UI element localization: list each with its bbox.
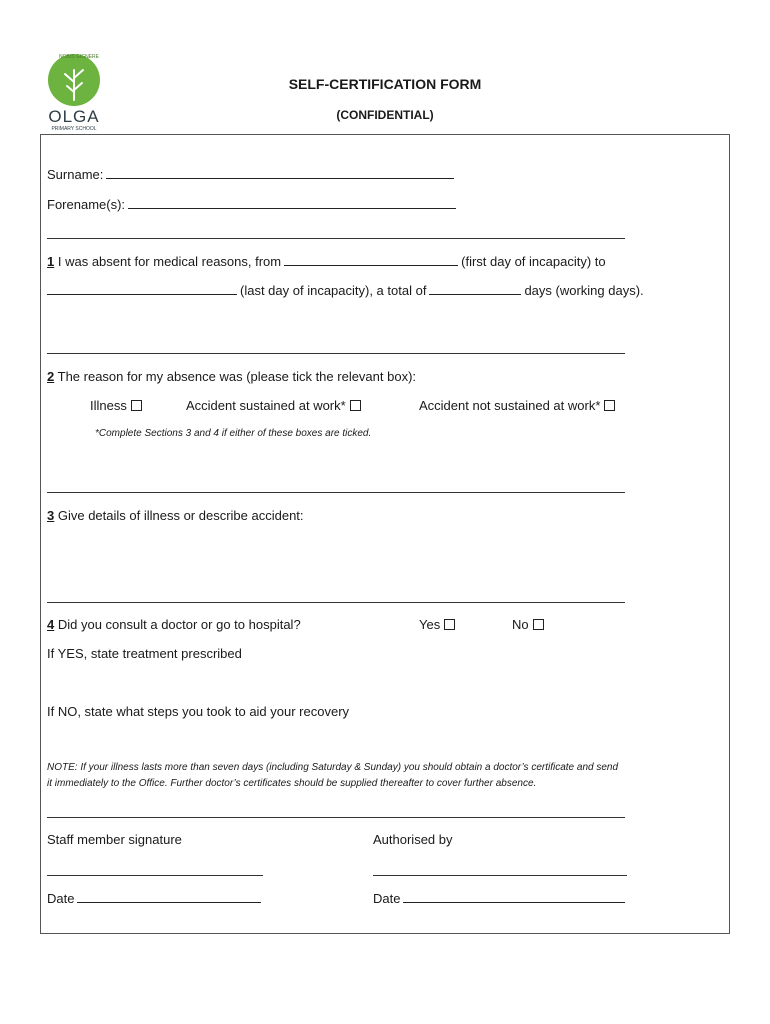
section1-text-b: (first day of incapacity) to bbox=[461, 254, 606, 269]
authorised-by-label: Authorised by bbox=[373, 832, 453, 847]
form-subtitle: (CONFIDENTIAL) bbox=[336, 108, 434, 122]
no-checkbox[interactable] bbox=[533, 619, 544, 630]
section1-line2 bbox=[47, 282, 644, 299]
option-no bbox=[512, 617, 544, 633]
option-accident-not-work bbox=[419, 398, 615, 414]
total-days-field[interactable] bbox=[429, 282, 521, 295]
option-no-label: No bbox=[512, 617, 529, 632]
section1-text-d: days (working days). bbox=[524, 283, 644, 298]
staff-signature-label: Staff member signature bbox=[47, 832, 182, 847]
accident-work-checkbox[interactable] bbox=[350, 400, 361, 411]
form-title: SELF-CERTIFICATION FORM bbox=[288, 76, 482, 92]
section2-number: 2 bbox=[47, 369, 55, 384]
forename-row bbox=[47, 196, 459, 213]
section1-line1 bbox=[47, 253, 606, 270]
option-yes bbox=[419, 617, 455, 633]
date-left-label: Date bbox=[47, 891, 75, 906]
surname-label: Surname: bbox=[47, 167, 104, 182]
if-no-text: If NO, state what steps you took to aid your recovery bbox=[47, 704, 350, 719]
date-right-field[interactable] bbox=[403, 890, 625, 903]
last-day-field[interactable] bbox=[47, 282, 237, 295]
section4-line bbox=[47, 617, 301, 633]
logo-subtitle: PRIMARY SCHOOL bbox=[51, 126, 97, 132]
option-accident-not-work-label: Accident not sustained at work* bbox=[419, 398, 601, 413]
illness-checkbox[interactable] bbox=[131, 400, 142, 411]
option-accident-work bbox=[186, 398, 361, 414]
date-left-row bbox=[47, 890, 264, 907]
forename-label: Forename(s): bbox=[47, 197, 126, 212]
divider bbox=[47, 817, 625, 818]
logo-name: OLGA bbox=[48, 107, 100, 126]
divider bbox=[47, 492, 625, 493]
forename-field[interactable] bbox=[128, 196, 456, 209]
section1-text-a: I was absent for medical reasons, from bbox=[57, 254, 282, 269]
option-illness-label: Illness bbox=[90, 398, 127, 413]
section2-line bbox=[47, 369, 416, 385]
yes-checkbox[interactable] bbox=[444, 619, 455, 630]
section1-text-c: (last day of incapacity), a total of bbox=[240, 283, 427, 298]
if-yes-text: If YES, state treatment prescribed bbox=[47, 646, 242, 661]
section2-text: The reason for my absence was (please tick the relevant box): bbox=[57, 369, 417, 384]
date-right-row bbox=[373, 890, 628, 907]
accident-not-work-checkbox[interactable] bbox=[604, 400, 615, 411]
logo-arc-text: NOBIS GIGNERE bbox=[58, 54, 100, 60]
staff-signature-field[interactable] bbox=[47, 875, 263, 876]
section1-number: 1 bbox=[47, 254, 55, 269]
authorised-signature-field[interactable] bbox=[373, 875, 627, 876]
section2-footnote: *Complete Sections 3 and 4 if either of these boxes are ticked. bbox=[95, 428, 372, 439]
option-yes-label: Yes bbox=[419, 617, 441, 632]
divider bbox=[47, 353, 625, 354]
note-line1: NOTE: If your illness lasts more than seven days (including Saturday & Sunday) you should obtain a doctor’s certificate and send bbox=[47, 762, 619, 773]
surname-field[interactable] bbox=[106, 166, 454, 179]
section3-line bbox=[47, 508, 304, 524]
divider bbox=[47, 602, 625, 603]
date-right-label: Date bbox=[373, 891, 401, 906]
section4-number: 4 bbox=[47, 617, 55, 632]
date-left-field[interactable] bbox=[77, 890, 261, 903]
section3-text: Give details of illness or describe accident: bbox=[57, 508, 304, 523]
divider bbox=[47, 238, 625, 239]
surname-row bbox=[47, 166, 457, 183]
note-line2: it immediately to the Office. Further doctor’s certificates should be supplied thereafter to cover further absence. bbox=[47, 778, 537, 789]
option-accident-work-label: Accident sustained at work* bbox=[186, 398, 346, 413]
section3-number: 3 bbox=[47, 508, 55, 523]
option-illness bbox=[90, 398, 142, 414]
section4-text: Did you consult a doctor or go to hospital? bbox=[57, 617, 301, 632]
first-day-field[interactable] bbox=[284, 253, 458, 266]
